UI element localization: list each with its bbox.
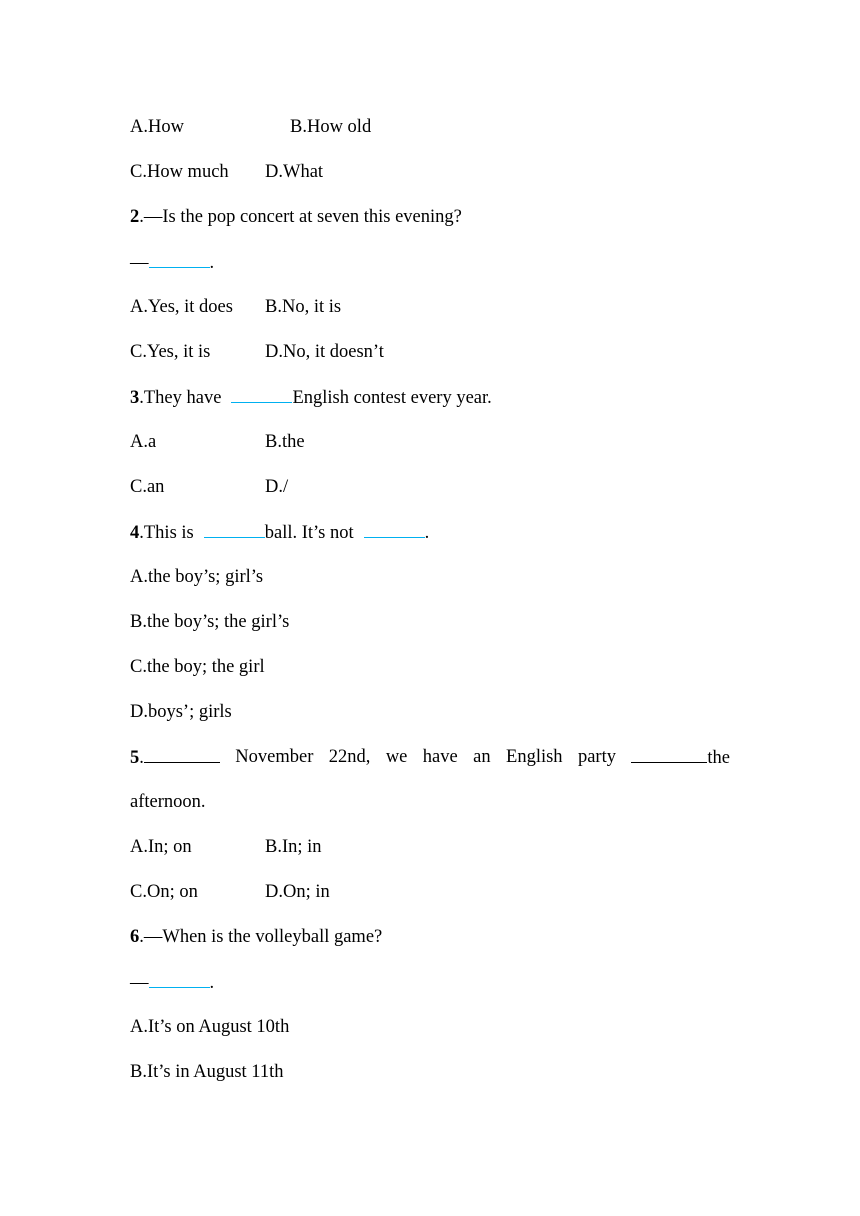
- q5-dot: .: [139, 748, 144, 768]
- q5-word: the: [707, 748, 730, 768]
- q6-answer-blank[interactable]: [149, 970, 210, 988]
- q5-word: November: [235, 747, 314, 767]
- q4-option-d: [130, 700, 232, 724]
- q5-stem-line-2-text: afternoon.: [130, 792, 206, 812]
- q5-answer-blank-2[interactable]: [631, 745, 707, 763]
- q6-number: 6: [130, 927, 140, 947]
- q3-stem-part-b: English contest every year.: [292, 388, 492, 408]
- q2-option-c: [130, 340, 210, 364]
- q6-option-b-text: B.It’s in August 11th: [130, 1062, 284, 1082]
- q3-option-c: [130, 475, 164, 499]
- q5-word: an: [473, 747, 491, 767]
- q1-option-d-text: D.What: [265, 162, 324, 182]
- q1-option-c-text: C.How much: [130, 162, 229, 182]
- q1-option-b-text: B.How old: [290, 117, 372, 137]
- q1-option-a: [130, 115, 184, 139]
- q5-option-d-text: D.On; in: [265, 882, 330, 902]
- q3-number: 3: [130, 388, 140, 408]
- q3-stem: [130, 385, 492, 410]
- q5-option-c: [130, 880, 198, 904]
- q5-word: we: [385, 747, 408, 767]
- q1-option-c: [130, 160, 229, 184]
- q5-option-a-text: A.In; on: [130, 837, 192, 857]
- q4-option-c-text: C.the boy; the girl: [130, 657, 265, 677]
- q4-answer-blank-2[interactable]: [364, 520, 425, 538]
- q4-option-b: [130, 610, 289, 634]
- q5-answer-blank-1[interactable]: [144, 745, 220, 763]
- q2-option-a: [130, 295, 233, 319]
- q6-stem-text: .—When is the volleyball game?: [139, 927, 383, 947]
- q6-answer-line: [130, 970, 214, 995]
- q5-word: English: [506, 747, 563, 767]
- q5-tail: [631, 745, 730, 770]
- q5-option-c-text: C.On; on: [130, 882, 198, 902]
- q6-option-a: [130, 1015, 289, 1039]
- q6-answer-dash: —: [130, 973, 149, 993]
- q5-number: 5: [130, 748, 140, 768]
- q2-stem: [130, 205, 462, 229]
- q4-stem-part-b: ball. It’s not: [264, 523, 354, 543]
- q2-number: 2: [130, 207, 140, 227]
- q5-stem-line-2: [130, 790, 206, 814]
- q6-option-a-text: A.It’s on August 10th: [130, 1017, 290, 1037]
- q4-stem: [130, 520, 429, 545]
- q2-option-b-text: B.No, it is: [265, 297, 342, 317]
- q6-stem: [130, 925, 382, 949]
- q5-option-b: [265, 835, 322, 859]
- q3-option-a-text: A.a: [130, 432, 157, 452]
- q5-word: party: [577, 747, 616, 767]
- q2-option-a-text: A.Yes, it does: [130, 297, 233, 317]
- q2-answer-line: [130, 250, 214, 275]
- q5-word: 22nd,: [328, 747, 371, 767]
- q2-answer-dash: —: [130, 253, 149, 273]
- q4-option-b-text: B.the boy’s; the girl’s: [130, 612, 290, 632]
- q5-word: have: [422, 747, 458, 767]
- q2-option-d: [265, 340, 384, 364]
- q6-option-b: [130, 1060, 284, 1084]
- q5-option-a: [130, 835, 192, 859]
- q4-answer-blank-1[interactable]: [204, 520, 265, 538]
- q2-answer-period: .: [209, 253, 215, 273]
- q3-option-b: [265, 430, 305, 454]
- q1-option-d: [265, 160, 323, 184]
- q1-option-b: [290, 115, 371, 139]
- q3-option-d-text: D./: [265, 477, 289, 497]
- q5-stem: [130, 745, 730, 770]
- q5-option-b-text: B.In; in: [265, 837, 322, 857]
- q3-option-a: [130, 430, 156, 454]
- q4-option-c: [130, 655, 265, 679]
- q3-stem-part-a: .They have: [139, 388, 222, 408]
- q1-option-a-text: A.How: [130, 117, 184, 137]
- q5-lead: [130, 745, 220, 770]
- q4-option-a-text: A.the boy’s; girl’s: [130, 567, 264, 587]
- q4-option-d-text: D.boys’; girls: [130, 702, 232, 722]
- q3-option-c-text: C.an: [130, 477, 165, 497]
- q2-option-b: [265, 295, 341, 319]
- q3-option-b-text: B.the: [265, 432, 305, 452]
- q2-option-c-text: C.Yes, it is: [130, 342, 211, 362]
- q4-stem-period: .: [424, 523, 430, 543]
- q6-answer-period: .: [209, 973, 215, 993]
- q2-answer-blank[interactable]: [149, 250, 210, 268]
- q5-option-d: [265, 880, 330, 904]
- q4-option-a: [130, 565, 263, 589]
- q4-stem-part-a: .This is: [139, 523, 194, 543]
- q4-number: 4: [130, 523, 140, 543]
- q3-option-d: [265, 475, 288, 499]
- q2-option-d-text: D.No, it doesn’t: [265, 342, 384, 362]
- q3-answer-blank[interactable]: [231, 385, 292, 403]
- q2-stem-text: .—Is the pop concert at seven this evening?: [139, 207, 462, 227]
